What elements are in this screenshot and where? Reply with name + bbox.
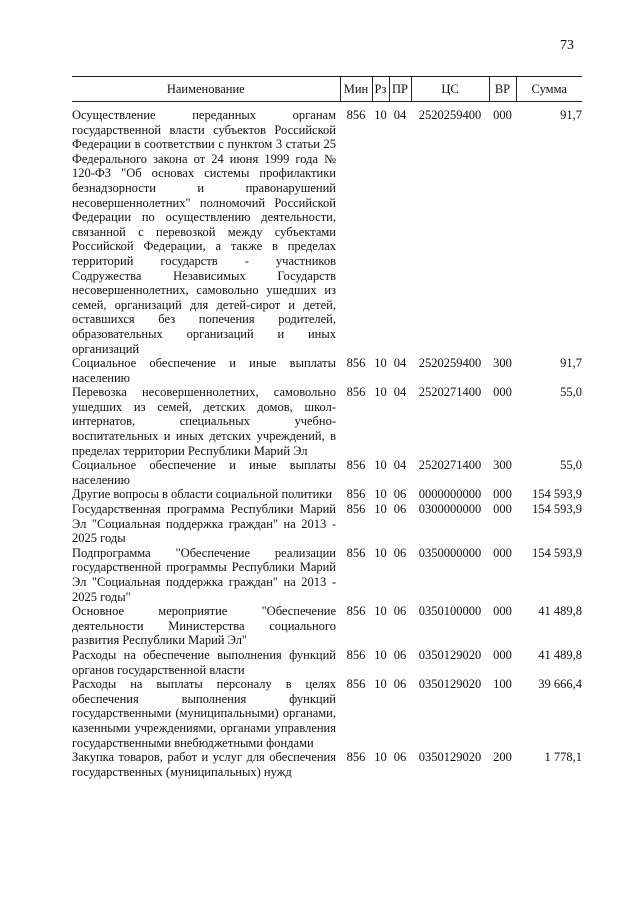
row-pr: 06	[393, 604, 407, 619]
row-name: Осуществление переданных органам государственной власти субъектов Российской Федерации в соответствии с пунктом 3 статьи 25 Федерального закона от 24 июня 1999 года № 120-ФЗ "Об основах системы профилактики безнадзорности и правонарушений несовершеннолетних" полномочий Российской Федерации по осуществлению деятельности, связанной с перевозкой между субъектами Российской Федерации, а также в пределах территорий государств - участников Содружества Независимых Государств несовершеннолетних, самовольно ушедших из семей, организаций для детей-сирот и детей, оставшихся без попечения родителей, образовательных организаций и иных организаций	[72, 108, 336, 356]
row-sum: 55,0	[560, 385, 582, 400]
row-vr: 000	[493, 647, 512, 662]
row-min: 856	[346, 385, 366, 400]
row-vr: 300	[493, 356, 512, 371]
header-sum: Сумма	[516, 77, 582, 102]
row-sum: 41 489,8	[538, 647, 582, 662]
row-pr: 06	[393, 677, 407, 692]
row-min: 856	[346, 356, 366, 371]
row-rz: 10	[374, 385, 387, 400]
row-vr: 000	[493, 487, 512, 502]
row-vr: 000	[493, 108, 512, 122]
row-vr: 200	[493, 750, 512, 765]
row-cs: 2520271400	[418, 458, 482, 473]
row-rz: 10	[374, 108, 387, 122]
row-rz: 10	[374, 487, 387, 502]
row-pr: 06	[393, 487, 407, 502]
header-pr: ПР	[389, 77, 411, 102]
table-row	[72, 546, 582, 604]
table-row	[72, 458, 582, 487]
header-min: Мин	[340, 77, 372, 102]
row-rz: 10	[374, 458, 387, 473]
row-min: 856	[346, 502, 366, 517]
row-min: 856	[346, 545, 366, 560]
row-pr: 04	[393, 385, 407, 400]
row-sum: 39 666,4	[538, 677, 582, 692]
row-min: 856	[346, 458, 366, 473]
row-rz: 10	[374, 604, 387, 619]
row-pr: 04	[393, 108, 407, 122]
row-name: Расходы на выплаты персоналу в целях обеспечения выполнения функций государственными (муниципальными) органами, казенными учреждениями, органами управления государственными внебюджетными фондами	[72, 677, 336, 750]
row-sum: 41 489,8	[538, 604, 582, 619]
row-cs: 0350100000	[418, 604, 482, 619]
row-vr: 100	[493, 677, 512, 692]
row-cs: 0350000000	[418, 545, 482, 560]
row-name: Перевозка несовершеннолетних, самовольно ушедших из семей, детских домов, школ-интернатов, специальных учебно-воспитательных и иных детских учреждений, в пределах территории Республики Марий Эл	[72, 385, 336, 458]
row-name: Государственная программа Республики Марий Эл "Социальная поддержка граждан" на 2013 - 2025 годы	[72, 502, 336, 546]
row-cs: 0350129020	[418, 647, 482, 662]
row-sum: 154 593,9	[532, 487, 582, 502]
row-vr: 000	[493, 604, 512, 619]
row-pr: 04	[393, 458, 407, 473]
row-min: 856	[346, 604, 366, 619]
row-rz: 10	[374, 677, 387, 692]
row-sum: 154 593,9	[532, 502, 582, 517]
row-vr: 300	[493, 458, 512, 473]
row-min: 856	[346, 487, 366, 502]
row-rz: 10	[374, 356, 387, 371]
table-row	[72, 677, 582, 750]
table-row	[72, 604, 582, 648]
row-name: Другие вопросы в области социальной политики	[72, 487, 333, 502]
row-cs: 0000000000	[418, 487, 482, 502]
row-pr: 06	[393, 750, 407, 765]
row-name: Основное мероприятие "Обеспечение деятельности Министерства социального развития Республики Марий Эл"	[72, 604, 336, 648]
row-cs: 0350129020	[418, 750, 482, 765]
row-sum: 1 778,1	[544, 750, 582, 765]
row-pr: 04	[393, 356, 407, 371]
row-cs: 0350129020	[418, 677, 482, 692]
row-vr: 000	[493, 385, 512, 400]
row-name: Расходы на обеспечение выполнения функций органов государственной власти	[72, 647, 336, 677]
row-rz: 10	[374, 647, 387, 662]
row-cs: 2520259400	[418, 356, 482, 371]
row-rz: 10	[374, 750, 387, 765]
header-cs: ЦС	[411, 77, 489, 102]
row-name: Социальное обеспечение и иные выплаты населению	[72, 458, 336, 487]
row-sum: 91,7	[560, 108, 582, 122]
row-cs: 0300000000	[418, 502, 482, 517]
row-min: 856	[346, 750, 366, 765]
row-name: Социальное обеспечение и иные выплаты населению	[72, 356, 336, 385]
row-sum: 154 593,9	[532, 545, 582, 560]
table-row	[72, 102, 582, 357]
budget-table	[72, 76, 582, 779]
table-row	[72, 502, 582, 546]
table-row	[72, 750, 582, 779]
row-name: Подпрограмма "Обеспечение реализации государственной программы Республики Марий Эл "Социальная поддержка граждан" на 2013 - 2025 годы"	[72, 545, 336, 604]
row-min: 856	[346, 677, 366, 692]
header-rz: Рз	[372, 77, 389, 102]
row-min: 856	[346, 108, 366, 122]
row-rz: 10	[374, 502, 387, 517]
row-vr: 000	[493, 502, 512, 517]
row-sum: 91,7	[560, 356, 582, 371]
row-min: 856	[346, 647, 366, 662]
row-sum: 55,0	[560, 458, 582, 473]
table-row	[72, 648, 582, 677]
row-name: Закупка товаров, работ и услуг для обеспечения государственных (муниципальных) нужд	[72, 750, 336, 779]
row-pr: 06	[393, 647, 407, 662]
table-row	[72, 385, 582, 458]
table-row	[72, 487, 582, 502]
header-name: Наименование	[72, 77, 340, 102]
table-row	[72, 356, 582, 385]
row-vr: 000	[493, 545, 512, 560]
row-pr: 06	[393, 502, 407, 517]
row-rz: 10	[374, 545, 387, 560]
row-pr: 06	[393, 545, 407, 560]
table-header-row	[72, 77, 582, 102]
row-cs: 2520271400	[418, 385, 482, 400]
row-cs: 2520259400	[418, 108, 482, 122]
page-number: 73	[560, 38, 574, 53]
header-vr: ВР	[489, 77, 516, 102]
